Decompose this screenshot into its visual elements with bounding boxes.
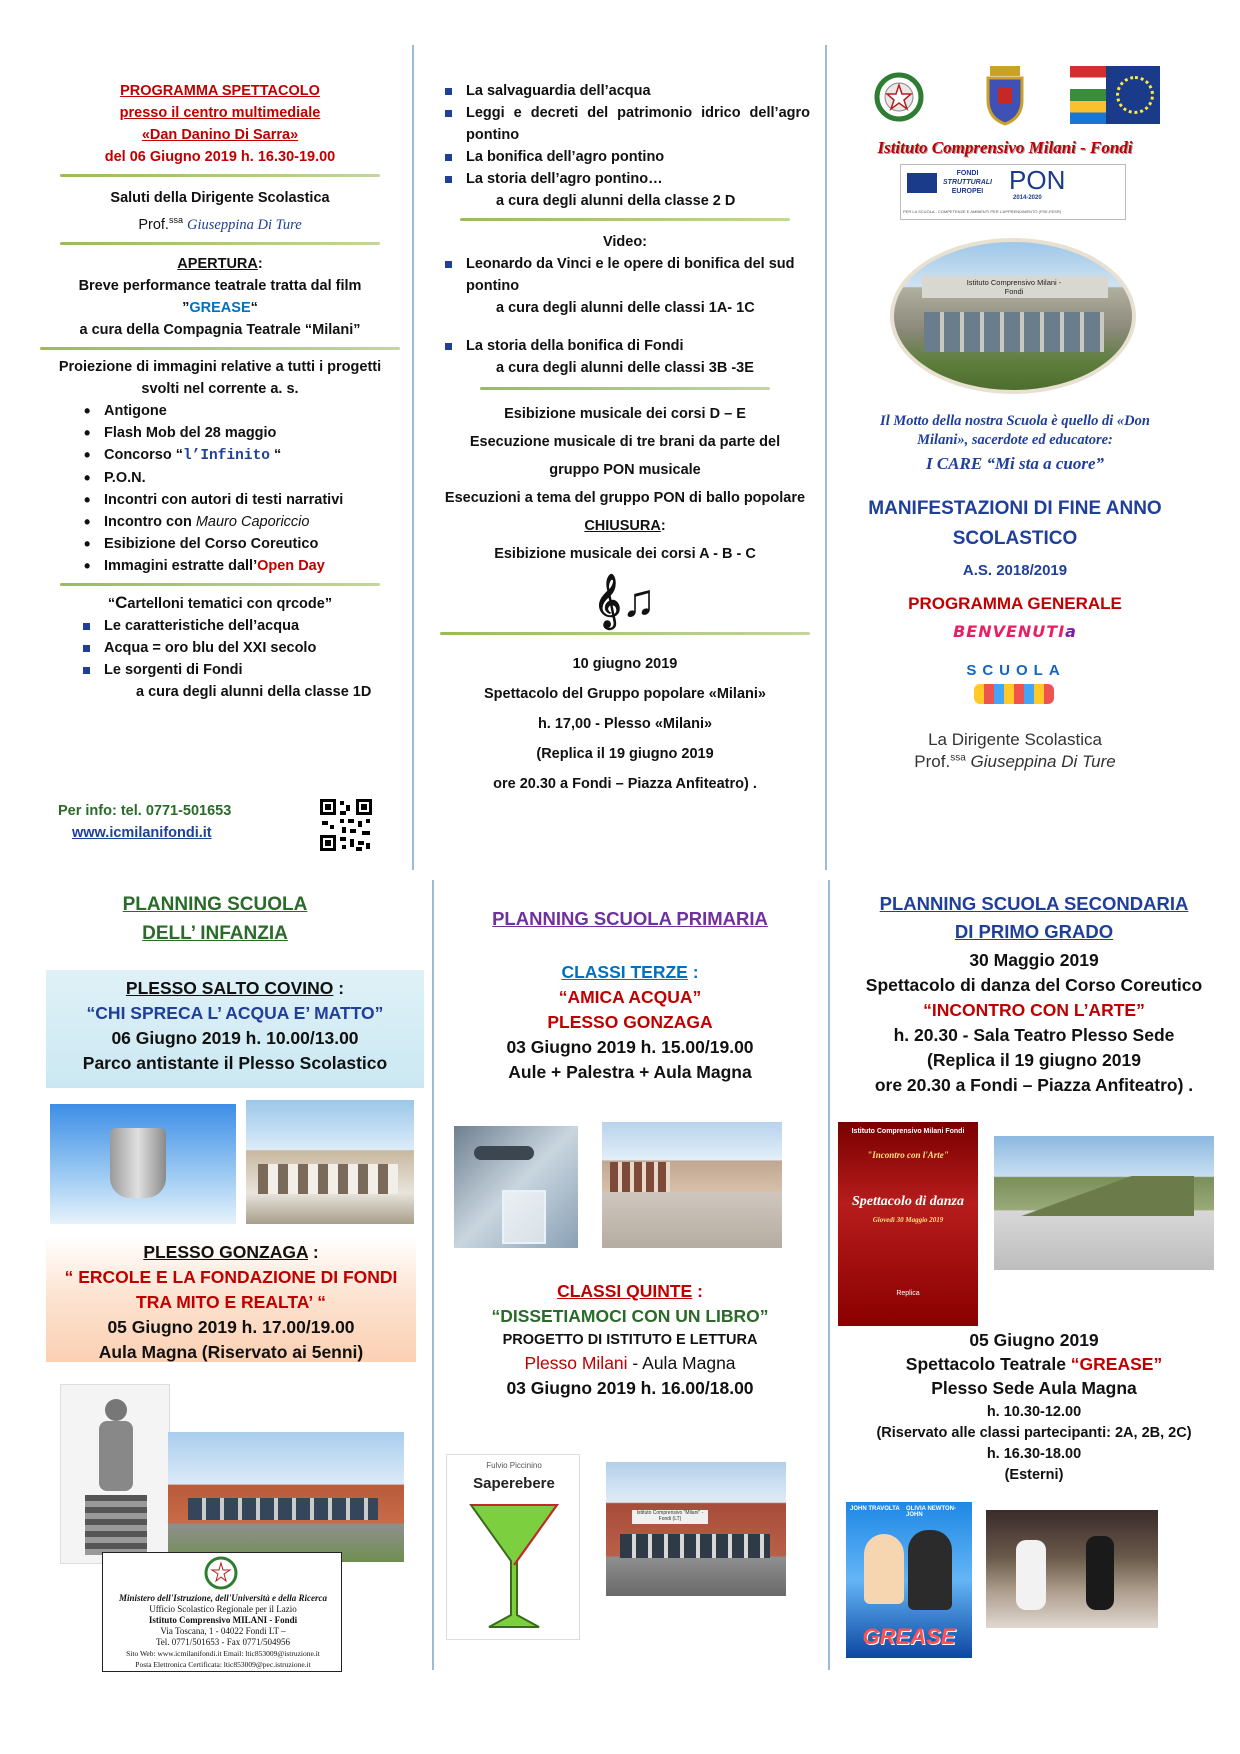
book-title: Saperebere — [473, 1475, 555, 1492]
statue-base — [85, 1495, 147, 1555]
building-windows — [924, 312, 1104, 352]
prof-label: Prof. — [138, 216, 169, 233]
salto-title: “CHI SPRECA L’ ACQUA E’ MATTO” — [86, 1003, 384, 1023]
gonzaga-title-1: “ ERCOLE E LA FONDAZIONE DI FONDI — [64, 1267, 398, 1287]
greetings-signature — [40, 209, 400, 236]
separator — [60, 242, 380, 245]
quinte-title: “DISSETIAMOCI CON UN LIBRO” — [491, 1306, 769, 1326]
list-item: • Esibizione del Corso Coreutico — [80, 533, 400, 555]
event2-externals: (Esterni) — [1004, 1467, 1064, 1483]
list-item: • P.O.N. — [80, 467, 400, 489]
separator — [480, 387, 770, 390]
quote-mark: “ — [107, 595, 116, 612]
hercules-statue-photo — [60, 1384, 170, 1564]
event2-date: 10 giugno 2019 — [572, 656, 678, 672]
eu-flags-logo — [1070, 66, 1160, 124]
qr-code-icon — [318, 797, 374, 853]
author-name: Mauro Caporiccio — [195, 513, 310, 530]
gonzaga-building-photo — [168, 1432, 404, 1562]
list-item: La salvaguardia dell’acqua — [442, 80, 810, 102]
pon-years: 2014-2020 — [1013, 195, 1042, 201]
water-topics-list — [442, 80, 810, 190]
motto-i-care: I CARE “Mi sta a cuore” — [925, 454, 1105, 473]
italian-republic-emblem-icon — [872, 70, 926, 124]
incontro-arte-poster — [838, 1122, 978, 1326]
faucet-water-photo — [454, 1126, 578, 1248]
welcome-school-illustration — [940, 622, 1090, 708]
actor-figure — [908, 1530, 952, 1610]
list-item — [80, 555, 400, 577]
water-bucket-photo — [50, 1104, 236, 1224]
program-place: presso il centro multimediale — [119, 105, 321, 121]
card-office: Ufficio Scolastico Regionale per il Lazio — [149, 1604, 297, 1614]
pon-strutturali: STRUTTURALI — [943, 179, 992, 186]
list-item: Leonardo da Vinci e le opere di bonifica del sud pontino — [442, 253, 810, 297]
salto-date: 06 Giugno 2019 h. 10.00/13.00 — [111, 1028, 359, 1048]
info-phone: Per info: tel. 0771-501653 — [58, 803, 232, 819]
panel-primaria — [440, 890, 820, 1680]
list-item: La storia della bonifica di Fondi — [442, 335, 810, 357]
separator — [60, 174, 380, 177]
column-divider — [825, 45, 827, 870]
film-name: GREASE — [189, 299, 251, 316]
welcome-word — [940, 622, 1090, 641]
column-divider — [432, 880, 434, 1670]
greetings-text: Saluti della Dirigente Scolastica — [110, 190, 330, 206]
projection-line1: Proiezione di immagini relative a tutti i progetti — [58, 358, 382, 375]
separator — [40, 347, 400, 350]
credit-2d: a cura degli alunni della classe 2 D — [496, 193, 736, 209]
item-text: Immagini estratte dall’ — [104, 557, 258, 574]
program-center: «Dan Danino Di Sarra» — [141, 127, 299, 143]
secondaria-title-1: PLANNING SCUOLA SECONDARIA — [879, 893, 1189, 914]
pon-europei: EUROPEI — [951, 188, 984, 195]
poster-school: Istituto Comprensivo Milani Fondi — [851, 1128, 965, 1135]
posters-list — [80, 615, 400, 681]
director-name: Giuseppina Di Ture — [187, 216, 302, 233]
event1-show: Spettacolo di danza del Corso Coreutico — [865, 975, 1203, 995]
info-block — [58, 800, 231, 844]
pon-word: PON — [1009, 165, 1066, 195]
prof-sup: ssa — [168, 215, 183, 225]
gonzaga-box — [46, 1236, 416, 1362]
welcome-text: BENVENUTI — [953, 622, 1066, 641]
motto-line1: Il Motto della nostra Scuola è quello di «Don — [880, 413, 1150, 429]
terze-heading — [440, 960, 820, 985]
video-list-1 — [442, 253, 810, 297]
music-line2b: gruppo PON musicale — [549, 462, 701, 478]
gonzaga-courtyard-photo — [602, 1122, 782, 1248]
school-building-photo — [890, 238, 1136, 394]
item-text: “ — [269, 446, 282, 463]
grease-actor2: OLIVIA NEWTON-JOHN — [906, 1506, 956, 1518]
posters-heading — [40, 592, 400, 615]
card-pec: Posta Elettronica Certificata: ltic853009@pec.istruzione.it — [135, 1660, 311, 1669]
list-item: • Incontri con autori di testi narrativi — [80, 489, 400, 511]
closing-colon: : — [660, 518, 666, 534]
poster-incontro: "Incontro con l'Arte" — [867, 1150, 949, 1160]
list-item: La storia dell’agro pontino… — [442, 168, 810, 190]
quinte-label: CLASSI QUINTE — [557, 1281, 693, 1301]
building-sign: Istituto Comprensivo "Milani" - Fondi (LT) — [632, 1510, 708, 1524]
projects-list — [80, 400, 400, 577]
infanzia-title-2: DELL’ INFANZIA — [142, 923, 288, 944]
column-divider — [412, 45, 414, 870]
salto-covino-building-photo — [246, 1100, 414, 1224]
item-text: Incontro con — [104, 513, 196, 530]
gonzaga-title-2: TRA MITO E REALTA’ “ — [136, 1292, 326, 1312]
posters-credit: a cura degli alunni della classe 1D — [136, 683, 372, 700]
column-divider — [828, 880, 830, 1670]
kids-figures — [974, 684, 1054, 704]
event1-replica-place: ore 20.30 a Fondi – Piazza Anfiteatro) . — [874, 1075, 1194, 1095]
terze-title: “AMICA ACQUA” — [558, 987, 702, 1007]
building-windows — [610, 1162, 670, 1192]
quinte-project: PROGETTO DI ISTITUTO E LETTURA — [502, 1332, 758, 1348]
scuola-word: SCUOLA — [966, 662, 1066, 679]
grease-dance-scene-photo — [986, 1510, 1158, 1628]
panel-program-continued — [440, 80, 810, 870]
event1-date: 30 Maggio 2019 — [969, 950, 1099, 970]
grease-logo-text: GREASE — [862, 1624, 956, 1649]
school-year: A.S. 2018/2019 — [962, 562, 1068, 579]
salto-covino-box — [46, 970, 424, 1088]
eu-flag-icon — [907, 173, 937, 193]
credit-1a-1c: a cura degli alunni delle classi 1A- 1C — [496, 300, 755, 316]
separator — [60, 583, 380, 586]
terze-place: PLESSO GONZAGA — [547, 1012, 713, 1032]
open-day-label: Open Day — [257, 557, 325, 574]
statue-head — [105, 1399, 127, 1421]
salto-colon: : — [333, 978, 345, 998]
primaria-title: PLANNING SCUOLA PRIMARIA — [492, 908, 768, 929]
music-notes-icon: 𝄞♫ — [594, 574, 656, 626]
card-school: Istituto Comprensivo MILANI - Fondi — [148, 1615, 298, 1625]
pon-funds-text — [943, 169, 992, 196]
list-item — [80, 511, 400, 533]
list-item: Acqua = oro blu del XXI secolo — [80, 637, 400, 659]
director-label: La Dirigente Scolastica — [928, 730, 1102, 749]
flags-strip — [1070, 66, 1106, 124]
salto-heading — [46, 976, 424, 1001]
video-label: Video: — [602, 234, 648, 250]
prof-sup: ssa — [950, 752, 966, 764]
list-item: Le sorgenti di Fondi — [80, 659, 400, 681]
show2-prefix: Spettacolo Teatrale — [905, 1354, 1071, 1374]
manifestations-title-2: SCOLASTICO — [952, 528, 1078, 549]
event1-title: “INCONTRO CON L’ARTE” — [923, 1000, 1145, 1020]
terze-colon: : — [687, 962, 699, 982]
pon-fondi: FONDI — [956, 170, 979, 177]
building-windows — [258, 1164, 398, 1194]
item-text: Concorso “ — [104, 446, 183, 463]
event2-replica-place: ore 20.30 a Fondi – Piazza Anfiteatro) . — [493, 776, 757, 792]
panel-secondaria — [836, 890, 1232, 1680]
terze-date: 03 Giugno 2019 h. 15.00/19.00 — [506, 1037, 754, 1057]
motto-line2: Milani», sacerdote ed educatore: — [917, 432, 1113, 448]
grease-movie-poster — [846, 1502, 972, 1658]
republic-emblem-icon — [203, 1555, 239, 1591]
manifestations-title-1: MANIFESTAZIONI DI FINE ANNO — [868, 498, 1162, 519]
opening-film: ”GREASE“ — [182, 299, 258, 316]
bucket-shape — [110, 1128, 166, 1198]
building-sign-text: Istituto Comprensivo Milani - Fondi — [966, 278, 1062, 296]
gonzaga-heading — [46, 1240, 416, 1265]
secondaria-title-2: DI PRIMO GRADO — [954, 921, 1114, 942]
eu-stars-ring — [1116, 76, 1154, 114]
closing-heading — [440, 512, 810, 540]
opening-label: APERTURA — [177, 255, 258, 272]
prof-label: Prof. — [914, 752, 951, 771]
event2-time-a: h. 10.30-12.00 — [986, 1404, 1082, 1420]
show2-title: “GREASE” — [1070, 1354, 1163, 1374]
drop-letter: C — [115, 592, 128, 612]
card-tel: Tel. 0771/501653 - Fax 0771/504956 — [155, 1637, 291, 1647]
martini-glass-icon — [467, 1499, 561, 1635]
fondi-coat-of-arms-icon — [980, 64, 1030, 128]
list-item: Leggi e decreti del patrimonio idrico dell’agro pontino — [442, 102, 810, 146]
opening-credit: a cura della Compagnia Teatrale “Milani” — [79, 321, 361, 338]
event2-place: Plesso Sede Aula Magna — [931, 1378, 1137, 1398]
gonzaga-place: Aula Magna (Riservato ai 5enni) — [98, 1342, 364, 1362]
concorso-name: l’Infinito — [182, 447, 270, 464]
quinte-place-name: Plesso Milani — [524, 1353, 628, 1373]
grease-actor1: JOHN TRAVOLTA — [850, 1506, 900, 1512]
quinte-date: 03 Giugno 2019 h. 16.00/18.00 — [506, 1378, 754, 1398]
panel-infanzia — [40, 890, 430, 1680]
dancer-figure — [1086, 1536, 1114, 1610]
card-address: Via Toscana, 1 - 04022 Fondi LT – — [160, 1626, 286, 1636]
piazza-anfiteatro-photo — [994, 1136, 1214, 1270]
info-website-link[interactable]: www.icmilanifondi.it — [72, 825, 212, 841]
event1-place: h. 20.30 - Sala Teatro Plesso Sede — [893, 1025, 1175, 1045]
opening-heading — [40, 253, 400, 275]
book-author: Fulvio Piccinino — [486, 1461, 542, 1470]
program-title: PROGRAMMA SPETTACOLO — [120, 83, 320, 99]
list-item: • Flash Mob del 28 maggio — [80, 422, 400, 444]
salto-place: Parco antistante il Plesso Scolastico — [82, 1053, 388, 1073]
music-line2a: Esecuzione musicale di tre brani da parte del — [469, 434, 781, 450]
building-windows — [188, 1498, 378, 1520]
music-line3: Esecuzioni a tema del gruppo PON di ballo popolare — [444, 490, 806, 506]
event2-show — [836, 1352, 1232, 1377]
panel-program-show — [40, 80, 400, 870]
list-item — [80, 444, 400, 467]
terze-label: CLASSI TERZE — [561, 962, 688, 982]
statue-body — [99, 1421, 133, 1491]
milani-building-photo — [606, 1462, 786, 1596]
list-item: Le caratteristiche dell’acqua — [80, 615, 400, 637]
poster-spettacolo: Spettacolo di danza — [851, 1194, 964, 1209]
quinte-place — [440, 1351, 820, 1376]
opening-line1: Breve performance teatrale tratta dal film — [78, 277, 362, 294]
program-date: del 06 Giugno 2019 h. 16.30-19.00 — [104, 149, 336, 165]
quinte-colon: : — [692, 1281, 703, 1301]
salto-label: PLESSO SALTO COVINO — [125, 978, 334, 998]
card-ministry: Ministero dell'Istruzione, dell'Università e della Ricerca — [119, 1593, 327, 1603]
event2-time: h. 17,00 - Plesso «Milani» — [537, 716, 713, 732]
building-windows — [620, 1534, 770, 1558]
actor-face — [864, 1534, 904, 1604]
school-name-title: Istituto Comprensivo Milani - Fondi — [877, 138, 1133, 157]
card-web-email: Sito Web: www.icmilanifondi.it Email: ltic853009@istruzione.it — [126, 1649, 320, 1658]
poster-replica: Replica — [896, 1290, 920, 1297]
general-program-title: PROGRAMMA GENERALE — [908, 594, 1122, 613]
separator — [460, 218, 790, 221]
event2-date: 05 Giugno 2019 — [969, 1330, 1099, 1350]
dancer-figure — [1016, 1540, 1046, 1610]
director-signature — [840, 752, 1190, 772]
faucet-shape — [474, 1146, 534, 1160]
opening-colon: : — [257, 255, 263, 272]
gonzaga-colon: : — [307, 1242, 319, 1262]
event1-replica: (Replica il 19 giugno 2019 — [927, 1050, 1141, 1070]
mountain-shape — [1014, 1176, 1194, 1216]
pon-banner-logo — [900, 164, 1126, 220]
ministry-card — [102, 1552, 342, 1672]
event2-time-b: h. 16.30-18.00 — [986, 1446, 1082, 1462]
glass-shape — [502, 1190, 546, 1244]
separator — [440, 632, 810, 635]
closing-label: CHIUSURA — [584, 518, 661, 534]
poster-date: Giovedì 30 Maggio 2019 — [872, 1216, 944, 1224]
director-name: Giuseppina Di Ture — [970, 752, 1116, 771]
list-item: • Antigone — [80, 400, 400, 422]
welcome-a: a — [1065, 622, 1077, 641]
quinte-heading — [440, 1279, 820, 1304]
music-line1: Esibizione musicale dei corsi D – E — [504, 406, 746, 422]
pon-caption: PER LA SCUOLA - COMPETENZE E AMBIENTI PER L'APPRENDIMENTO (FSE-FESR) — [903, 209, 1062, 214]
infanzia-title-1: PLANNING SCUOLA — [122, 894, 308, 915]
projection-line2: svolti nel corrente a. s. — [141, 380, 299, 397]
credit-3b-3e: a cura degli alunni delle classi 3B -3E — [496, 360, 754, 376]
event2-show: Spettacolo del Gruppo popolare «Milani» — [484, 686, 766, 702]
closing-line: Esibizione musicale dei corsi A - B - C — [494, 546, 756, 562]
gonzaga-label: PLESSO GONZAGA — [143, 1242, 308, 1262]
list-item: La bonifica dell’agro pontino — [442, 146, 810, 168]
quinte-place-room: - Aula Magna — [627, 1353, 736, 1373]
event2-replica: (Replica il 19 giugno 2019 — [536, 746, 714, 762]
saperebere-book-cover — [446, 1454, 580, 1640]
gonzaga-date: 05 Giugno 2019 h. 17.00/19.00 — [107, 1317, 355, 1337]
terze-rooms: Aule + Palestra + Aula Magna — [508, 1062, 752, 1082]
heading-text: artelloni tematici con qrcode” — [127, 595, 333, 612]
video-list-2 — [442, 335, 810, 357]
panel-cover — [840, 60, 1230, 870]
event2-reserved: (Riservato alle classi partecipanti: 2A, 2B, 2C) — [876, 1425, 1192, 1441]
